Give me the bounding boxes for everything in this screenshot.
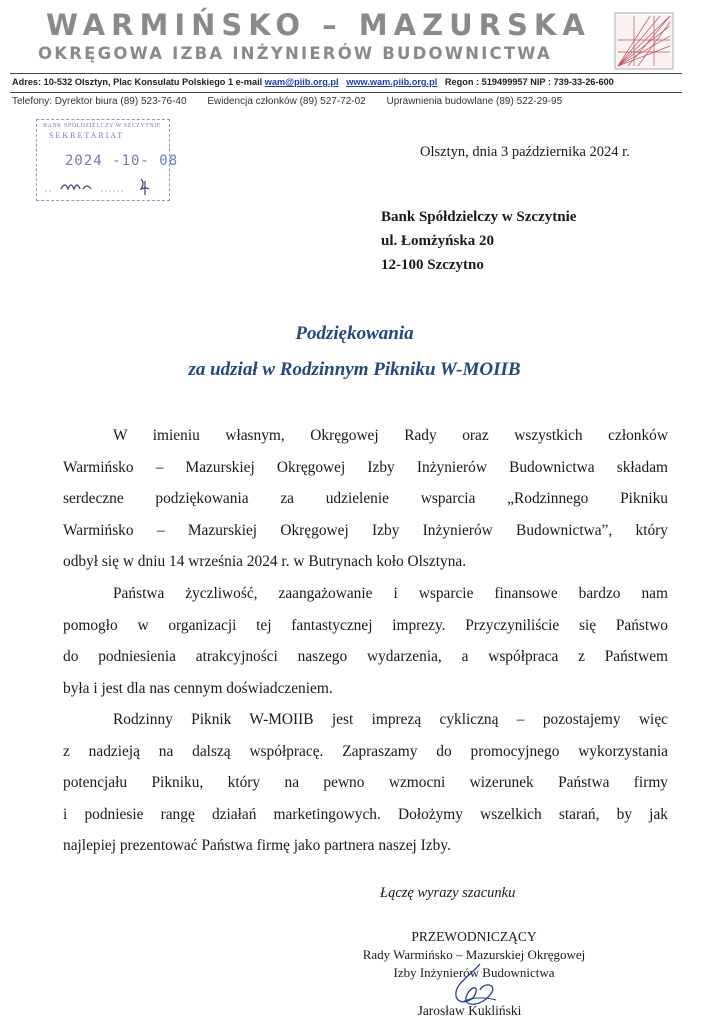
addressee-street: ul. Łomżyńska 20 (381, 233, 494, 249)
signature-org-line-2: Izby Inżynierów Budownictwa (393, 965, 555, 980)
letter-subheading: za udział w Rodzinnym Pikniku W-MOIIB (188, 359, 521, 380)
letterhead-title: WARMIŃSKO – MAZURSKA (46, 8, 591, 42)
header-rule-top (10, 73, 682, 74)
phone-director: Telefony: Dyrektor biura (89) 523-76-40 (12, 96, 187, 107)
paragraph-line: i podniesie rangę działań marketingowych. Dołożymy wszelkich starań, by jak (63, 805, 668, 823)
paragraph-1 (63, 420, 668, 578)
date-line: Olsztyn, dnia 3 października 2024 r. (420, 144, 630, 160)
header-rule-bottom (10, 92, 682, 93)
phone-registry: Ewidencja członków (89) 527-72-02 (207, 96, 366, 107)
stamp-org: BANK SPÓŁDZIELCZY W SZCZYTNIE (43, 123, 161, 129)
closing-phrase: Łączę wyrazy szacunku (380, 885, 516, 901)
paragraph-line: W imieniu własnym, Okręgowej Rady oraz wszystkich członków (113, 427, 668, 444)
signature-org-line-1: Rady Warmińsko – Mazurskiej Okręgowej (362, 947, 586, 962)
website-link[interactable]: www.wam.piib.org.pl (346, 77, 438, 87)
stamp-date: 2024 -10- 08 (65, 153, 179, 169)
paragraph-line: odbył się w dniu 14 września 2024 r. w Butrynach koło Olsztyna. (63, 553, 467, 571)
letterhead-subtitle: OKRĘGOWA IZBA INŻYNIERÓW BUDOWNICTWA (38, 44, 552, 63)
paragraph-line: była i jest dla nas cennym doświadczeniem. (63, 679, 333, 697)
paragraph-3 (63, 704, 668, 862)
letter-heading: Podziękowania (295, 323, 414, 344)
regon-nip: Regon : 519499957 NIP : 739-33-26-600 (444, 77, 614, 87)
paragraph-line: Rodzinny Piknik W-MOIIB jest imprezą cykliczną – pozostajemy więc (113, 711, 668, 728)
paragraph-line: Warmińsko – Mazurskiej Okręgowej Izby Inżynierów Budownictwa”, który (63, 521, 668, 539)
signatory-name: Jarosław Kukliński (417, 1003, 522, 1018)
stamp-handwriting-icon (43, 175, 165, 197)
paragraph-line: Państwa życzliwość, zaangażowanie i wsparcie finansowe bardzo nam (113, 585, 668, 602)
address-text: Adres: 10-532 Olsztyn, Plac Konsulatu Polskiego 1 e-mail (12, 77, 265, 87)
paragraph-line: serdeczne podziękowania za udzielenie wsparcia „Rodzinnego Pikniku (63, 490, 668, 508)
phone-licenses: Uprawnienia budowlane (89) 522-29-95 (386, 96, 563, 107)
paragraph-line: potencjału Pikniku, który na pewno wzmocni wizerunek Państwa firmy (63, 774, 668, 792)
paragraph-line: do podniesienia atrakcyjności naszego wydarzenia, a współpraca z Państwem (63, 648, 668, 666)
paragraph-line: Warmińsko – Mazurskiej Okręgowej Izby Inżynierów Budownictwa składam (63, 458, 668, 476)
addressee-city: 12-100 Szczytno (381, 257, 484, 273)
received-stamp (36, 119, 179, 201)
paragraph-line: pomogło w organizacji tej fantastycznej imprezy. Przyczyniliście się Państwo (63, 616, 668, 634)
addressee-name: Bank Spółdzielczy w Szczytnie (381, 209, 577, 225)
email-link[interactable]: wam@piib.org.pl (264, 77, 339, 87)
addressee-block (381, 205, 576, 277)
phone-line (12, 96, 580, 107)
paragraph-2 (63, 578, 668, 704)
signature-role: PRZEWODNICZĄCY (411, 929, 537, 944)
stamp-department: SEKRETARIAT (49, 131, 125, 140)
address-line (12, 77, 614, 87)
paragraph-line: z nadzieją na dalszą współpracę. Zapraszamy do promocyjnego wykorzystania (63, 742, 668, 760)
paragraph-line: najlepiej prezentować Państwa firmę jako partnera naszej Izby. (63, 837, 451, 855)
chamber-logo-icon (614, 12, 674, 70)
